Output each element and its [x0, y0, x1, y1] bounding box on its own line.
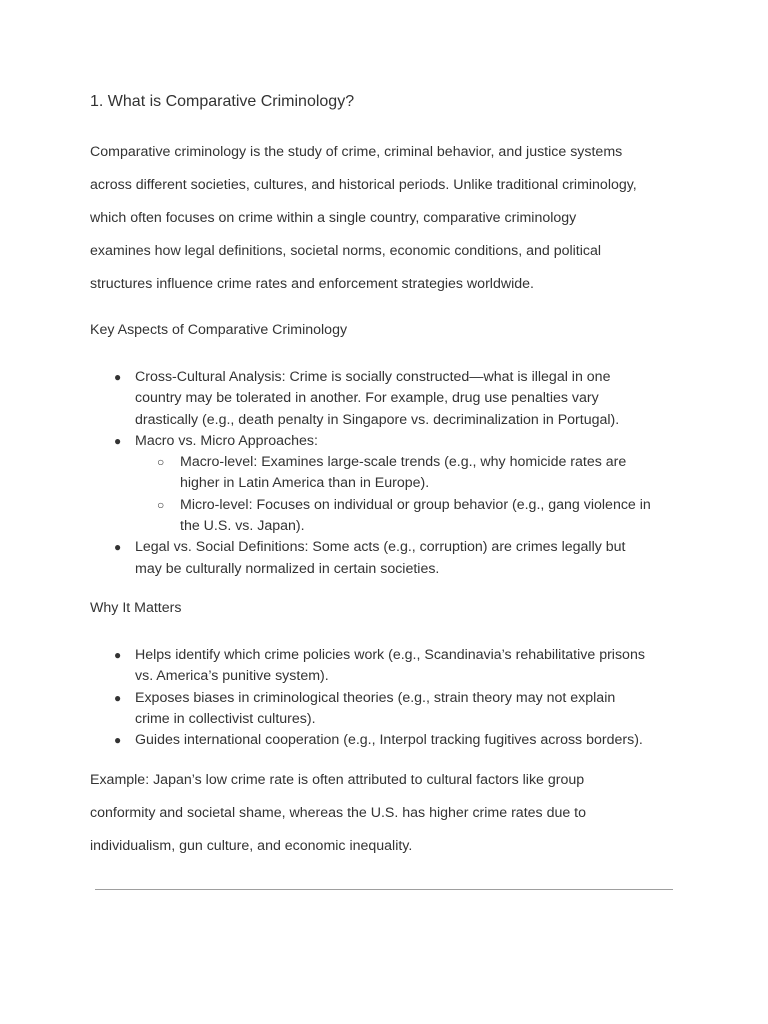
list-item-line: may be culturally normalized in certain societies. — [135, 560, 440, 577]
example-line: individualism, gun culture, and economic inequality. — [90, 838, 413, 854]
sub-list-item — [90, 452, 690, 495]
sub-bullet-icon: ○ — [157, 455, 165, 470]
intro-line: across different societies, cultures, and historical periods. Unlike traditional criminology, — [90, 177, 637, 193]
section-heading: 1. What is Comparative Criminology? — [90, 93, 355, 110]
intro-line: examines how legal definitions, societal norms, economic conditions, and political — [90, 243, 602, 259]
list-item-line: vs. America’s punitive system). — [135, 668, 329, 685]
horizontal-divider — [95, 889, 673, 890]
intro-paragraph — [90, 136, 688, 301]
intro-line: structures influence crime rates and enforcement strategies worldwide. — [90, 276, 534, 292]
sub-list-item — [90, 495, 690, 538]
bullet-icon: ● — [114, 648, 122, 662]
list-item-line: crime in collectivist cultures). — [135, 710, 316, 727]
list-item-line: Legal vs. Social Definitions: Some acts (e.g., corruption) are crimes legally but — [135, 539, 626, 556]
sub-list-item-line: higher in Latin America than in Europe). — [180, 475, 430, 492]
list-item — [90, 537, 690, 580]
intro-line: Comparative criminology is the study of crime, criminal behavior, and justice systems — [90, 144, 623, 160]
list-item-line: drastically (e.g., death penalty in Singapore vs. decriminalization in Portugal). — [135, 411, 620, 428]
bullet-icon: ● — [114, 690, 122, 705]
list-item-line: Exposes biases in criminological theories (e.g., strain theory may not explain — [135, 689, 616, 706]
list-item — [90, 367, 690, 431]
subheading-why-it-matters: Why It Matters — [90, 600, 182, 616]
list-item — [90, 645, 690, 688]
list-item — [90, 688, 690, 731]
list-item-line: Helps identify which crime policies work (e.g., Scandinavia’s rehabilitative prisons — [135, 647, 645, 663]
intro-line: which often focuses on crime within a single country, comparative criminology — [90, 210, 577, 226]
list-item — [90, 730, 690, 751]
sub-list-item-line: the U.S. vs. Japan). — [180, 518, 305, 535]
list-item-line: Cross-Cultural Analysis: Crime is socially constructed—what is illegal in one — [135, 369, 611, 385]
example-line: Example: Japan’s low crime rate is often attributed to cultural factors like group — [90, 772, 585, 788]
bullet-icon: ● — [114, 370, 122, 384]
sub-bullet-icon: ○ — [157, 497, 165, 512]
example-line: conformity and societal shame, whereas the U.S. has higher crime rates due to — [90, 805, 587, 821]
bullet-icon: ● — [114, 733, 122, 748]
why-it-matters-list — [90, 645, 690, 751]
sub-list-item-line: Macro-level: Examines large-scale trends (e.g., why homicide rates are — [180, 454, 627, 471]
bullet-icon: ● — [114, 540, 122, 555]
subheading-key-aspects: Key Aspects of Comparative Criminology — [90, 322, 348, 338]
example-paragraph — [90, 764, 690, 863]
list-item — [90, 431, 690, 452]
list-item-line: country may be tolerated in another. For example, drug use penalties vary — [135, 390, 599, 407]
list-item-line: Macro vs. Micro Approaches: — [135, 432, 318, 449]
list-item-line: Guides international cooperation (e.g., Interpol tracking fugitives across borders). — [135, 732, 643, 749]
sub-list-item-line: Micro-level: Focuses on individual or group behavior (e.g., gang violence in — [180, 496, 651, 513]
key-aspects-list — [90, 367, 690, 580]
bullet-icon: ● — [114, 433, 122, 448]
